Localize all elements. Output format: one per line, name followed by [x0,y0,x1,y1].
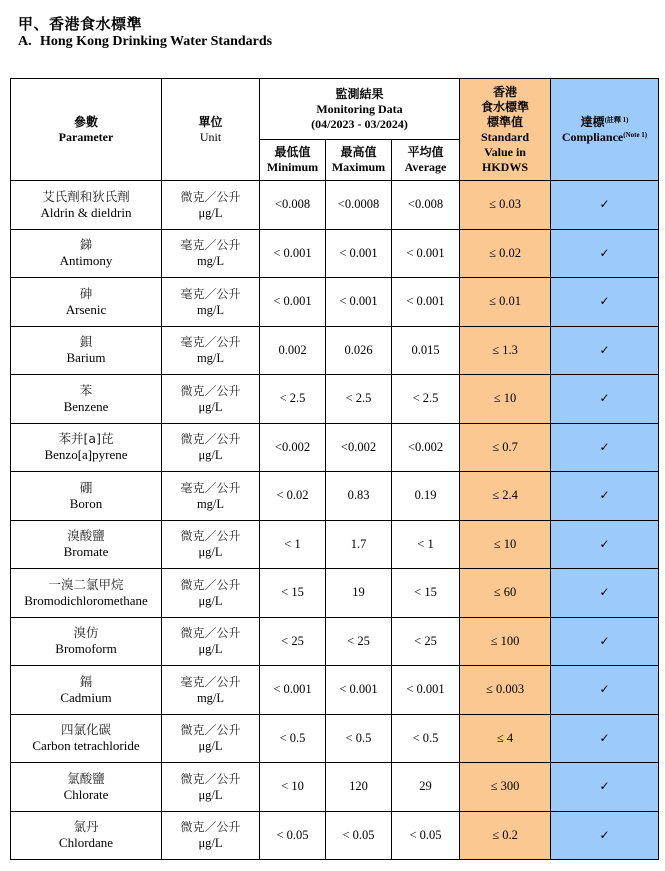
average-cell: < 0.05 [392,811,460,860]
unit-zh: 微克／公升 [180,723,241,738]
minimum-cell: < 10 [260,763,326,812]
average-cell: 29 [392,763,460,812]
unit-en: mg/L [196,254,225,269]
page-title-zh: 甲、香港食水標準 [18,15,143,33]
compliance-cell [551,811,659,860]
average-cell: < 1 [392,520,460,569]
compliance-cell [551,278,659,327]
parameter-cell [11,423,162,472]
average-cell: < 0.001 [392,278,460,327]
parameter-name-en: Benzo[a]pyrene [44,447,128,463]
parameter-name-en: Arsenic [65,301,107,317]
table-row [11,326,659,375]
maximum-cell: <0.0008 [326,181,392,230]
unit-cell [162,617,260,666]
parameter-name-en: Barium [66,350,106,366]
compliance-cell [551,666,659,715]
compliance-cell [551,423,659,472]
average-cell: < 0.001 [392,229,460,278]
header-average [392,140,460,181]
standard-cell: ≤ 1.3 [460,326,551,375]
header-maximum-zh: 最高值 [340,145,377,159]
header-monitoring-period: (04/2023 - 03/2024) [311,116,408,131]
unit-en: μg/L [198,593,223,608]
unit-zh: 毫克／公升 [180,480,241,495]
parameter-cell [11,181,162,230]
unit-zh: 毫克／公升 [180,335,241,350]
average-cell: < 2.5 [392,375,460,424]
maximum-cell: < 0.5 [326,714,392,763]
page-title-en [18,34,272,50]
parameter-name-zh: 苯并[a]芘 [58,431,114,447]
parameter-cell [11,569,162,618]
maximum-cell: < 0.05 [326,811,392,860]
maximum-cell: < 25 [326,617,392,666]
header-minimum-zh: 最低值 [274,145,311,159]
check-icon: ✓ [599,827,610,842]
parameter-name-en: Boron [69,495,103,511]
compliance-cell [551,229,659,278]
unit-cell [162,423,260,472]
unit-zh: 毫克／公升 [180,674,241,689]
parameter-name-en: Bromate [63,544,109,560]
unit-cell [162,229,260,278]
unit-zh: 微克／公升 [180,189,241,204]
minimum-cell: < 0.05 [260,811,326,860]
check-icon: ✓ [599,197,610,212]
table-row [11,617,659,666]
unit-cell [162,472,260,521]
unit-en: mg/L [196,496,225,511]
check-icon: ✓ [599,294,610,309]
header-unit-en: Unit [199,129,222,144]
average-cell: < 15 [392,569,460,618]
header-compliance [551,79,659,181]
parameter-name-zh: 四氯化碳 [60,722,111,738]
table-row [11,763,659,812]
header-standard-zh-2: 食水標準 [481,99,530,114]
parameter-cell [11,666,162,715]
minimum-cell: < 0.001 [260,229,326,278]
check-icon: ✓ [599,391,610,406]
parameter-cell [11,229,162,278]
table-row [11,229,659,278]
header-monitoring-en: Monitoring Data [316,101,403,116]
standards-table [10,78,659,860]
maximum-cell: < 2.5 [326,375,392,424]
parameter-name-zh: 銻 [79,237,93,253]
check-icon: ✓ [599,730,610,745]
unit-zh: 毫克／公升 [180,238,241,253]
parameter-name-en: Chlordane [58,835,114,851]
parameter-name-zh: 砷 [79,285,93,301]
unit-en: μg/L [198,205,223,220]
header-maximum [326,140,392,181]
header-standard-en-3: HKDWS [482,159,529,174]
average-cell: 0.015 [392,326,460,375]
unit-en: mg/L [196,351,225,366]
parameter-name-en: Antimony [59,253,113,269]
header-standard-en-2: Value in [484,144,526,159]
minimum-cell: <0.002 [260,423,326,472]
compliance-cell [551,181,659,230]
unit-cell [162,278,260,327]
unit-cell [162,569,260,618]
header-compliance-en-line [551,130,658,145]
table-row [11,569,659,618]
unit-zh: 微克／公升 [180,577,241,592]
unit-cell [162,326,260,375]
table-row [11,666,659,715]
header-standard [460,79,551,181]
standard-cell: ≤ 300 [460,763,551,812]
unit-zh: 微克／公升 [180,820,241,835]
table-row [11,423,659,472]
unit-zh: 微克／公升 [180,432,241,447]
maximum-cell: 120 [326,763,392,812]
maximum-cell: 1.7 [326,520,392,569]
unit-en: μg/L [198,739,223,754]
maximum-cell: < 0.001 [326,666,392,715]
parameter-cell [11,278,162,327]
maximum-cell: 0.026 [326,326,392,375]
minimum-cell: <0.008 [260,181,326,230]
check-icon: ✓ [599,682,610,697]
check-icon: ✓ [599,439,610,454]
average-cell: < 0.5 [392,714,460,763]
unit-en: μg/L [198,787,223,802]
section-title: Hong Kong Drinking Water Standards [40,34,273,49]
parameter-cell [11,763,162,812]
parameter-name-zh: 艾氏劑和狄氏劑 [42,188,130,204]
unit-en: μg/L [198,642,223,657]
average-cell: < 0.001 [392,666,460,715]
table-row [11,811,659,860]
check-icon: ✓ [599,342,610,357]
header-compliance-zh-note: (註釋 1) [604,115,629,124]
parameter-cell [11,714,162,763]
header-monitoring-zh: 監測結果 [335,86,384,101]
parameter-name-en: Carbon tetrachloride [32,738,140,754]
parameter-name-en: Benzene [63,398,109,414]
parameter-name-en: Cadmium [60,689,112,705]
check-icon: ✓ [599,633,610,648]
unit-en: μg/L [198,399,223,414]
unit-zh: 微克／公升 [180,771,241,786]
header-average-en: Average [404,160,447,174]
compliance-cell [551,375,659,424]
header-compliance-en-note: (Note 1) [623,130,648,139]
header-standard-zh-1: 香港 [493,84,518,99]
unit-en: μg/L [198,836,223,851]
standard-cell: ≤ 2.4 [460,472,551,521]
header-compliance-zh: 達標 [580,114,605,129]
minimum-cell: < 1 [260,520,326,569]
parameter-name-zh: 氯酸鹽 [67,770,105,786]
standard-cell: ≤ 0.01 [460,278,551,327]
compliance-cell [551,617,659,666]
check-icon: ✓ [599,488,610,503]
parameter-cell [11,326,162,375]
unit-en: mg/L [196,690,225,705]
unit-zh: 毫克／公升 [180,286,241,301]
table-row [11,714,659,763]
minimum-cell: < 2.5 [260,375,326,424]
parameter-name-zh: 鎘 [79,673,93,689]
parameter-name-en: Bromodichloromethane [24,592,148,608]
header-unit-zh: 單位 [198,114,223,129]
compliance-cell [551,520,659,569]
unit-cell [162,520,260,569]
average-cell: <0.002 [392,423,460,472]
parameter-name-en: Bromoform [55,641,117,657]
unit-zh: 微克／公升 [180,529,241,544]
minimum-cell: < 0.02 [260,472,326,521]
minimum-cell: < 0.001 [260,278,326,327]
maximum-cell: 19 [326,569,392,618]
minimum-cell: < 25 [260,617,326,666]
standard-cell: ≤ 0.03 [460,181,551,230]
header-compliance-zh-line [551,115,658,130]
header-minimum [260,140,326,181]
standard-cell: ≤ 10 [460,375,551,424]
unit-cell [162,375,260,424]
header-maximum-en: Maximum [331,160,386,174]
table-row [11,375,659,424]
unit-en: mg/L [196,302,225,317]
table-row [11,520,659,569]
parameter-name-en: Aldrin & dieldrin [40,204,132,220]
maximum-cell: 0.83 [326,472,392,521]
minimum-cell: 0.002 [260,326,326,375]
parameter-cell [11,617,162,666]
header-parameter-en: Parameter [58,129,114,144]
parameter-name-zh: 溴仿 [73,625,99,641]
unit-cell [162,666,260,715]
minimum-cell: < 15 [260,569,326,618]
parameter-cell [11,811,162,860]
header-parameter [11,79,162,181]
unit-zh: 微克／公升 [180,626,241,641]
table-row [11,278,659,327]
header-standard-zh-3: 標準值 [487,114,524,129]
compliance-cell [551,326,659,375]
maximum-cell: < 0.001 [326,278,392,327]
table-row [11,472,659,521]
unit-en: μg/L [198,545,223,560]
parameter-cell [11,520,162,569]
compliance-cell [551,569,659,618]
table-row [11,181,659,230]
standard-cell: ≤ 0.02 [460,229,551,278]
parameter-cell [11,472,162,521]
parameter-name-en: Chlorate [63,786,109,802]
minimum-cell: < 0.001 [260,666,326,715]
unit-zh: 微克／公升 [180,383,241,398]
maximum-cell: <0.002 [326,423,392,472]
parameter-name-zh: 苯 [79,382,93,398]
average-cell: <0.008 [392,181,460,230]
unit-cell [162,811,260,860]
check-icon: ✓ [599,536,610,551]
maximum-cell: < 0.001 [326,229,392,278]
standard-cell: ≤ 100 [460,617,551,666]
average-cell: 0.19 [392,472,460,521]
parameter-name-zh: 溴酸鹽 [67,528,105,544]
header-unit [162,79,260,181]
unit-cell [162,714,260,763]
header-average-zh: 平均值 [407,145,444,159]
standard-cell: ≤ 10 [460,520,551,569]
standard-cell: ≤ 0.2 [460,811,551,860]
parameter-name-zh: 硼 [79,479,93,495]
standard-cell: ≤ 4 [460,714,551,763]
unit-cell [162,181,260,230]
header-monitoring [260,79,460,140]
compliance-cell [551,472,659,521]
unit-cell [162,763,260,812]
header-standard-en-1: Standard [481,129,530,144]
header-compliance-en: Compliance [561,129,624,144]
parameter-name-zh: 一溴二氯甲烷 [48,576,124,592]
check-icon: ✓ [599,779,610,794]
minimum-cell: < 0.5 [260,714,326,763]
section-label: A. [18,34,32,49]
compliance-cell [551,714,659,763]
unit-en: μg/L [198,448,223,463]
check-icon: ✓ [599,585,610,600]
standard-cell: ≤ 0.003 [460,666,551,715]
average-cell: < 25 [392,617,460,666]
table-body [11,181,659,860]
compliance-cell [551,763,659,812]
check-icon: ✓ [599,245,610,260]
standard-cell: ≤ 0.7 [460,423,551,472]
header-minimum-en: Minimum [266,160,319,174]
parameter-cell [11,375,162,424]
parameter-name-zh: 氯丹 [73,819,99,835]
standard-cell: ≤ 60 [460,569,551,618]
header-parameter-zh: 參數 [73,114,98,129]
parameter-name-zh: 鋇 [79,334,93,350]
